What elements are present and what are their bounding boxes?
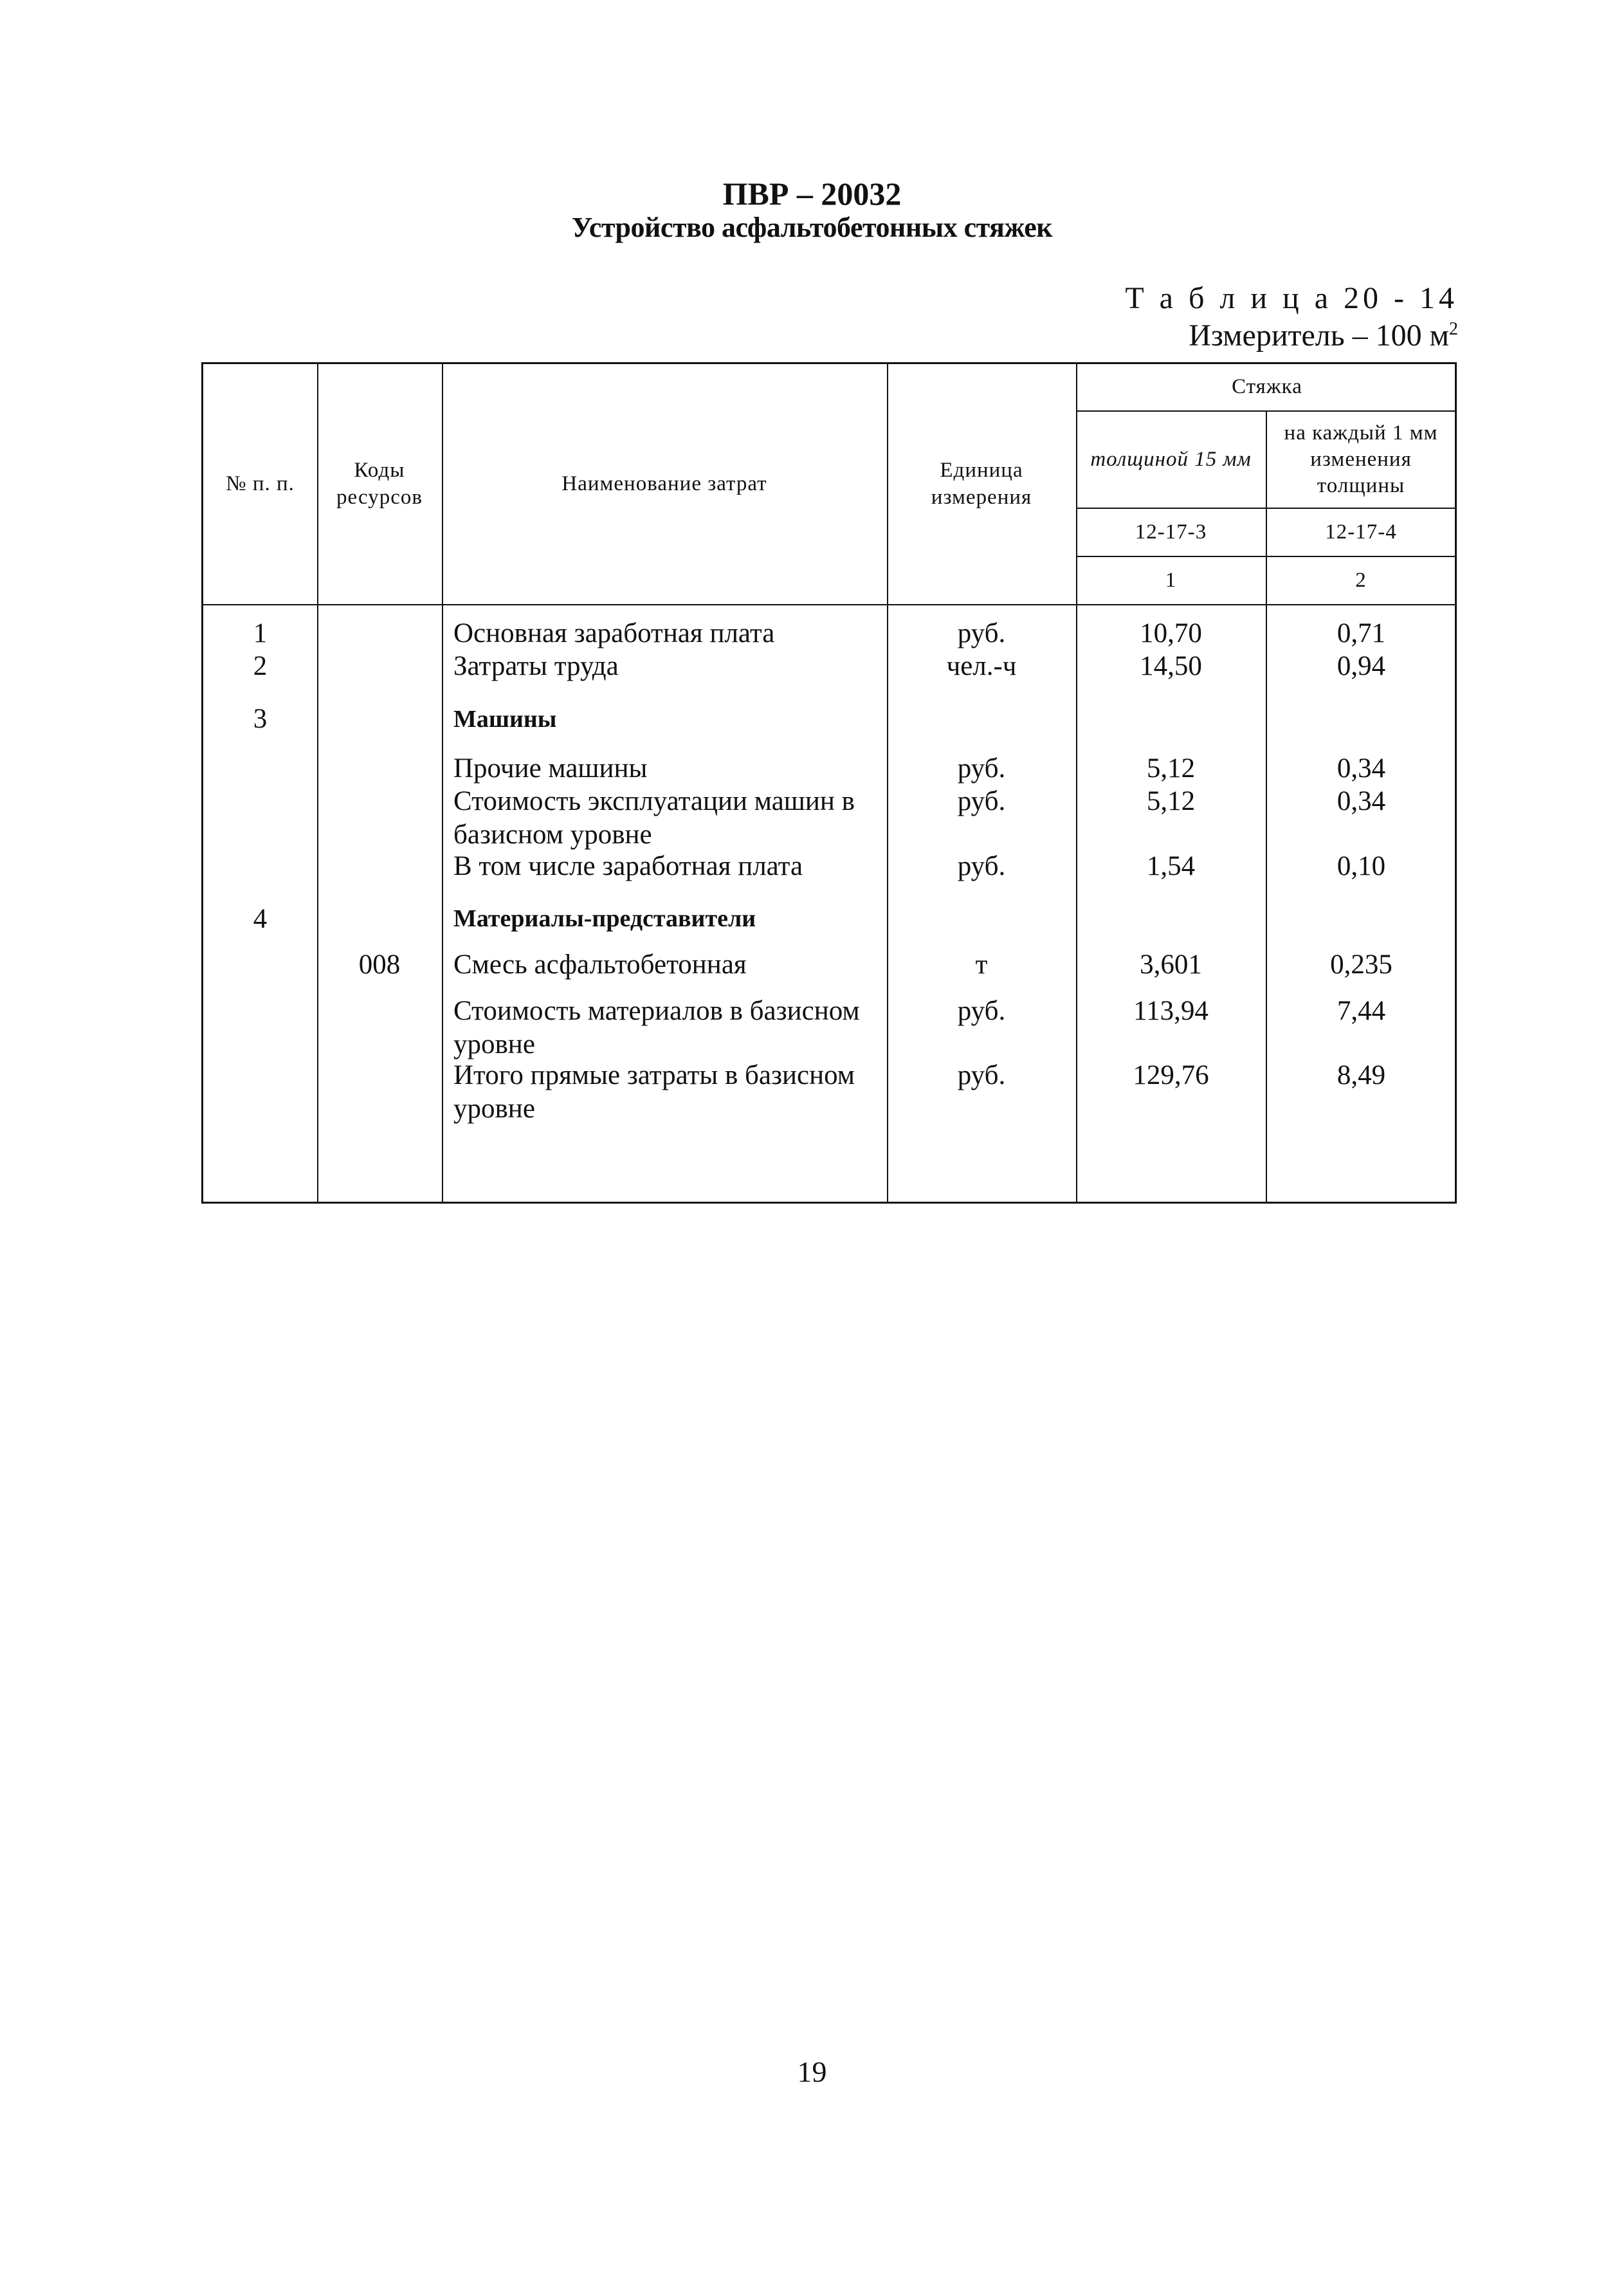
header-code2: 12-17-4 [1325,520,1397,544]
row-unit: т [975,950,988,980]
header-col2-text: на каждый 1 мм изменения толщины [1284,421,1438,498]
row-name: Прочие машины [453,753,648,784]
section-heading-machines: Машины [453,706,557,733]
header-name: Наименование затрат [561,472,767,495]
row-name: Основная заработная плата [453,618,775,648]
row-value-2: 0,235 [1330,950,1392,980]
cost-table [201,362,1457,1204]
table-label: Т а б л и ц а 20 - 14 [1125,281,1458,315]
row-value-1: 3,601 [1140,950,1202,980]
header-col1: толщиной 15 мм [1090,447,1252,471]
row-value-2: 0,10 [1337,851,1386,881]
header-idx1: 1 [1165,568,1177,592]
row-name: В том числе заработная плата [453,851,803,881]
row-value-2: 0,34 [1337,786,1386,816]
unit-label-superscript: 2 [1449,319,1458,339]
header-num: № п. п. [226,472,295,495]
row-unit: руб. [957,618,1006,648]
document-code: ПВР – 20032 [722,176,902,212]
row-value-1: 113,94 [1133,996,1209,1026]
row-resource-code: 008 [358,950,401,980]
header-unit: Единица измерения [931,459,1032,509]
row-value-2: 0,71 [1337,618,1386,648]
row-value-2: 0,34 [1337,753,1386,784]
row-num: 2 [253,651,268,681]
row-value-1: 129,76 [1133,1060,1209,1090]
row-value-1: 14,50 [1140,651,1202,681]
table-divider [203,604,1455,605]
page-number: 19 [797,2055,827,2088]
row-name: Стоимость материалов в базисном уровне [453,996,860,1060]
row-value-2: 7,44 [1337,996,1386,1026]
row-unit: руб. [957,996,1006,1026]
row-name: Итого прямые затраты в базисном уровне [453,1060,855,1124]
unit-label-text: Измеритель – 100 м [1189,318,1449,353]
header-group: Стяжка [1232,375,1302,399]
row-unit: руб. [957,786,1006,816]
row-value-1: 5,12 [1146,753,1196,784]
section-heading-materials: Материалы-представители [453,905,756,932]
row-num: 4 [253,904,268,934]
unit-label [1189,318,1458,353]
row-value-1: 5,12 [1146,786,1196,816]
row-unit: руб. [957,753,1006,784]
header-code1: 12-17-3 [1135,520,1207,544]
document-title: Устройство асфальтобетонных стяжек [571,212,1053,243]
row-unit: руб. [957,851,1006,881]
row-name: Стоимость эксплуатации машин в базисном уровне [453,786,855,850]
row-value-1: 10,70 [1140,618,1202,648]
row-num: 1 [253,618,268,648]
row-num: 3 [253,704,268,734]
header-idx2: 2 [1355,568,1367,592]
row-unit: чел.-ч [946,651,1017,681]
row-unit: руб. [957,1060,1006,1090]
header-col2 [1267,412,1455,508]
row-value-2: 8,49 [1337,1060,1386,1090]
header-codes: Коды ресурсов [336,459,423,509]
row-name: Затраты труда [453,651,619,681]
row-value-1: 1,54 [1146,851,1196,881]
row-value-2: 0,94 [1337,651,1386,681]
row-name: Смесь асфальтобетонная [453,950,747,980]
